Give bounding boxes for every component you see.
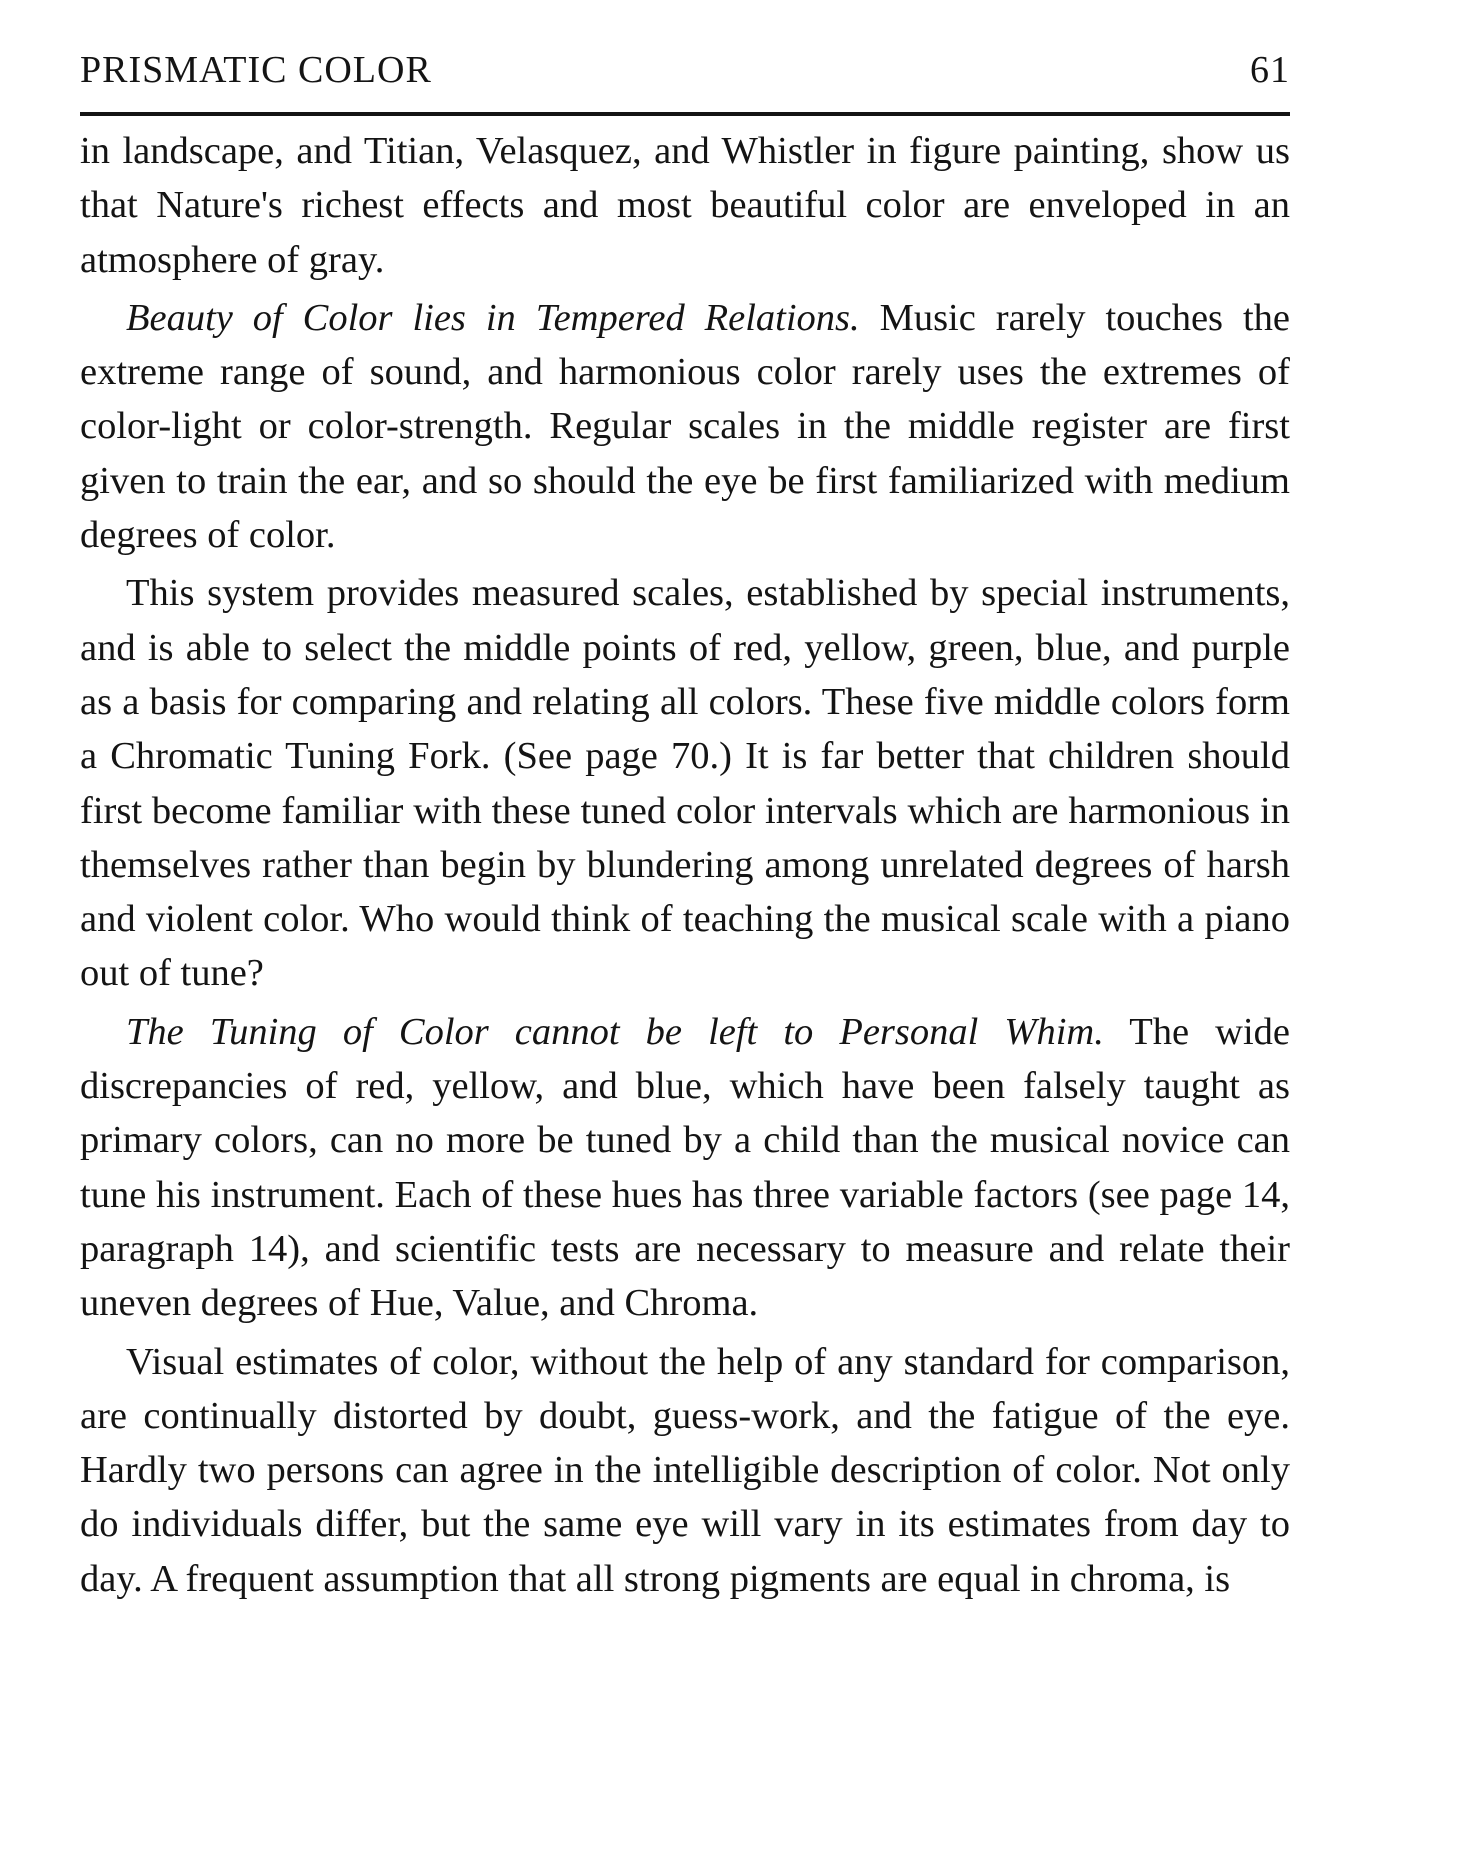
paragraph-5 <box>80 1335 1290 1606</box>
paragraph-2-heading: Beauty of Color lies in Tempered Relations. <box>126 296 860 339</box>
paragraph-1 <box>80 124 1290 287</box>
header-rule <box>80 112 1290 116</box>
paragraph-1-text: in landscape, and Titian, Velasquez, and Whistler in figure painting, show us that Nature's richest effects and most beautiful color are enveloped in an atmosphere of gray. <box>80 130 1290 281</box>
paragraph-4-text: The wide discrepancies of red, yellow, and blue, which have been falsely taught as primary colors, can no more be tuned by a child than the musical novice can tune his instrument. Each of these hues has three variable factors (see page 14, paragraph 14), and scientific tests are necessary to measure and relate their uneven degrees of Hue, Value, and Chroma. <box>80 1010 1291 1325</box>
paragraph-4-heading: The Tuning of Color cannot be left to Personal Whim. <box>126 1010 1104 1053</box>
paragraph-4 <box>80 1005 1290 1331</box>
page-number: 61 <box>1250 49 1290 91</box>
book-page <box>80 40 1290 1606</box>
paragraph-3-text: This system provides measured scales, established by special instruments, and is able to select the middle points of red, yellow, green, blue, and purple as a basis for comparing and relating all colors. These five middle colors form a Chromatic Tuning Fork. (See page 70.) It is far better that children should first become familiar with these tuned color intervals which are harmonious in themselves rather than begin by blundering among unrelated degrees of harsh and violent color. Who would think of teaching the musical scale with a piano out of tune? <box>80 572 1290 995</box>
running-head <box>80 40 1290 98</box>
paragraph-5-text: Visual estimates of color, without the help of any standard for comparison, are continually distorted by doubt, guess-work, and the fatigue of the eye. Hardly two persons can agree in the intelligible description of color. Not only do individuals differ, but the same eye will vary in its estimates from day to day. A frequent assumption that all strong pigments are equal in chroma, is <box>80 1340 1290 1600</box>
paragraph-2 <box>80 291 1290 562</box>
body-text <box>80 124 1290 1606</box>
running-title: PRISMATIC COLOR <box>80 49 432 91</box>
paragraph-2-text: Music rarely touches the extreme range of sound, and harmonious color rarely uses the extremes of color-light or color-strength. Regular scales in the middle register are first given to train the ear, and so should the eye be first familiarized with medium degrees of color. <box>80 296 1290 557</box>
paragraph-3 <box>80 566 1290 1000</box>
